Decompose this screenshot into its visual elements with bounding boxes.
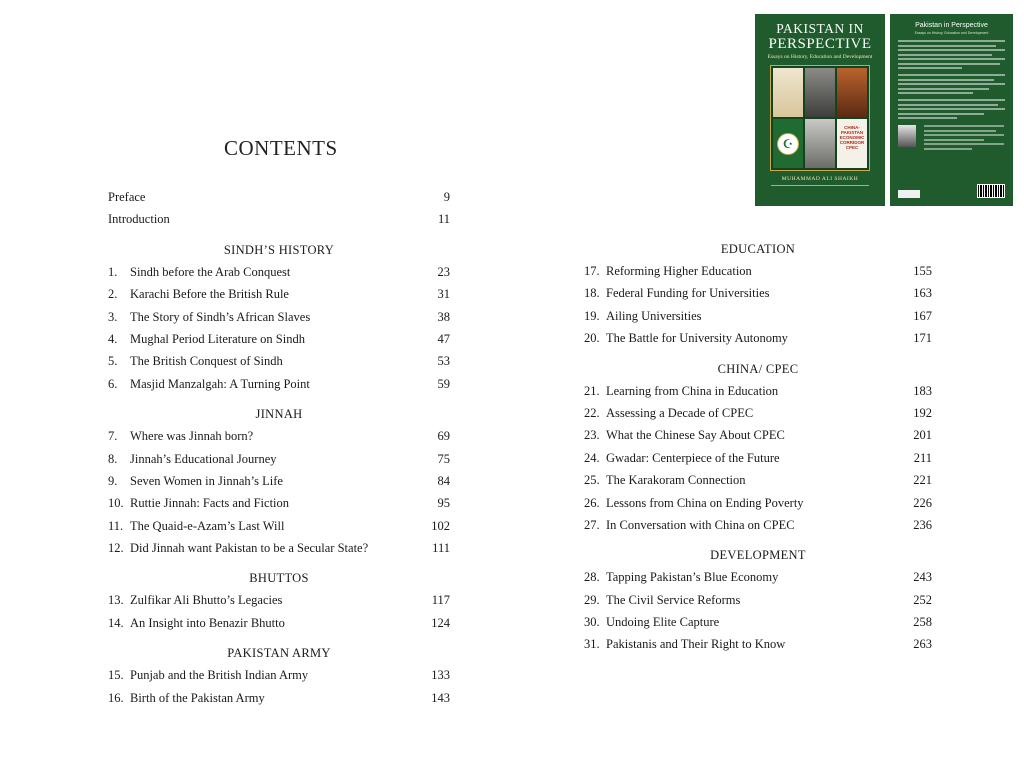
chapter-number: 29. [584, 592, 600, 607]
toc-right-column [584, 230, 932, 656]
chapter-title: The Karakoram Connection [606, 473, 746, 488]
chapter-title: Introduction [108, 212, 170, 227]
back-cover-blurb [898, 40, 1005, 119]
page-number: 75 [437, 451, 450, 466]
chapter-number: 12. [108, 541, 124, 556]
toc-entry [584, 514, 932, 536]
page-number: 171 [913, 331, 932, 346]
chapter-number: 10. [108, 496, 124, 511]
page-number: 236 [913, 517, 932, 532]
page-number: 117 [431, 593, 450, 608]
toc-entry [584, 260, 932, 282]
page-number: 69 [437, 429, 450, 444]
chapter-number: 19. [584, 308, 600, 323]
chapter-title: Where was Jinnah born? [130, 429, 254, 444]
chapter-title: Ailing Universities [606, 308, 702, 323]
page-number: 111 [432, 541, 450, 556]
chapter-title: Jinnah’s Educational Journey [130, 451, 277, 466]
toc-entry [584, 380, 932, 402]
toc-entry [108, 306, 450, 328]
toc-entry [584, 469, 932, 491]
section-heading: EDUCATION [720, 242, 796, 256]
chapter-number: 18. [584, 286, 600, 301]
chapter-number: 16. [108, 690, 124, 705]
toc-entry [584, 492, 932, 514]
cover-title-line2: PERSPECTIVE [768, 36, 872, 52]
page-number: 211 [913, 450, 932, 465]
barcode-icon [977, 184, 1005, 198]
front-matter [108, 186, 450, 231]
page-number: 59 [437, 376, 450, 391]
section-heading: DEVELOPMENT [710, 548, 806, 563]
left-sections [108, 239, 450, 709]
cover-title-line1: PAKISTAN IN [776, 21, 864, 36]
chapter-number: 5. [108, 354, 118, 369]
page-number: 258 [913, 615, 932, 630]
page-number: 263 [913, 637, 932, 652]
page-number: 102 [431, 518, 450, 533]
page-number: 192 [913, 405, 932, 420]
section-heading: BHUTTOS [249, 571, 309, 586]
cover-tile-cpec: CHINA-PAKISTAN ECONOMIC CORRIDOR CPEC [837, 119, 867, 168]
chapter-title: Pakistanis and Their Right to Know [606, 637, 786, 652]
cover-image-collage [770, 65, 870, 171]
toc-entry [584, 633, 932, 655]
cover-tile-bhutto-portrait [805, 119, 835, 168]
page-number: 243 [913, 570, 932, 585]
chapter-number: 25. [584, 473, 600, 488]
chapter-title: What the Chinese Say About CPEC [606, 428, 785, 443]
toc-entry [584, 424, 932, 446]
section-heading: PAKISTAN ARMY [227, 646, 331, 661]
toc-entry [584, 282, 932, 304]
back-cover-footer [898, 186, 1005, 198]
page-number: 11 [437, 212, 450, 227]
chapter-title: Masjid Manzalgah: A Turning Point [130, 376, 310, 391]
section-heading: CHINA/ CPEC [717, 361, 799, 376]
page-number: 124 [431, 615, 450, 630]
toc-entry [108, 515, 450, 537]
cover-tile-jinnah-portrait [805, 68, 835, 117]
back-cover-title: Pakistan in Perspective [915, 22, 988, 29]
chapter-number: 1. [108, 264, 118, 279]
page-number: 9 [443, 190, 450, 204]
toc-entry [108, 261, 450, 283]
chapter-title: Birth of the Pakistan Army [130, 690, 265, 705]
chapter-title: Mughal Period Literature on Sindh [130, 331, 305, 346]
chapter-number: 2. [108, 287, 118, 302]
section-heading: JINNAH [255, 407, 303, 422]
toc-entry [584, 305, 932, 327]
cover-tile-building [837, 68, 867, 117]
chapter-number: 8. [108, 451, 118, 466]
toc-entry [584, 589, 932, 611]
toc-entry [108, 350, 450, 372]
chapter-title: Gwadar: Centerpiece of the Future [606, 450, 780, 465]
chapter-title: Punjab and the British Indian Army [130, 668, 309, 683]
back-cover-subtitle: Essays on History, Education and Development [914, 31, 989, 35]
chapter-number: 31. [584, 637, 600, 652]
page-number: 133 [431, 668, 450, 683]
page-number: 53 [437, 354, 450, 369]
back-cover-author-bio [898, 125, 1005, 152]
toc-entry [108, 589, 450, 611]
chapter-number: 28. [584, 570, 600, 585]
toc-entry [108, 664, 450, 686]
chapter-number: 15. [108, 668, 124, 683]
crescent-star-icon: ☪ [777, 133, 799, 155]
chapter-number: 23. [584, 428, 600, 443]
page-number: 23 [437, 264, 450, 279]
chapter-number: 4. [108, 331, 118, 346]
chapter-title: Tapping Pakistan’s Blue Economy [606, 570, 779, 585]
page-number: 163 [913, 286, 932, 301]
page-number: 201 [913, 428, 932, 443]
page-number: 183 [913, 383, 932, 398]
page-number: 252 [913, 592, 932, 607]
chapter-title: An Insight into Benazir Bhutto [130, 615, 285, 630]
cover-divider [771, 185, 869, 186]
chapter-number: 22. [584, 405, 600, 420]
chapter-number: 30. [584, 615, 600, 630]
chapter-number: 17. [584, 264, 600, 278]
toc-entry [108, 612, 450, 634]
page-number: 84 [437, 473, 450, 488]
page-number: 38 [437, 309, 450, 324]
chapter-title: In Conversation with China on CPEC [606, 517, 795, 532]
toc-entry [108, 448, 450, 470]
toc-entry [108, 373, 450, 395]
toc-entry [584, 402, 932, 424]
chapter-title: Assessing a Decade of CPEC [606, 405, 754, 420]
chapter-number: 20. [584, 331, 600, 346]
toc-entry [108, 328, 450, 350]
toc-entry [108, 208, 450, 230]
chapter-number: 26. [584, 495, 600, 510]
chapter-title: The British Conquest of Sindh [130, 354, 283, 369]
chapter-title: Seven Women in Jinnah’s Life [130, 473, 283, 488]
cover-subtitle: Essays on History, Education and Development [767, 54, 873, 60]
chapter-number: 21. [584, 383, 600, 398]
page-number: 47 [437, 331, 450, 346]
chapter-title: Did Jinnah want Pakistan to be a Secular State? [130, 541, 369, 556]
toc-entry [584, 447, 932, 469]
toc-entry [108, 283, 450, 305]
cover-author: MUHAMMAD ALI SHAIKH [781, 176, 859, 182]
chapter-title: Federal Funding for Universities [606, 286, 770, 301]
chapter-title: The Quaid-e-Azam’s Last Will [130, 518, 285, 533]
page-number: 221 [913, 473, 932, 488]
toc-entry [108, 470, 450, 492]
chapter-number: 6. [108, 376, 118, 391]
page-number: 31 [437, 287, 450, 302]
cover-tile-army-emblem [773, 119, 803, 168]
chapter-title: Undoing Elite Capture [606, 615, 720, 630]
chapter-title: The Story of Sindh’s African Slaves [130, 309, 311, 324]
contents-heading: CONTENTS [224, 136, 338, 160]
chapter-title: Ruttie Jinnah: Facts and Fiction [130, 496, 290, 511]
toc-entry [108, 687, 450, 709]
chapter-title: Reforming Higher Education [606, 264, 752, 278]
toc-entry [108, 492, 450, 514]
toc-entry [584, 611, 932, 633]
page-number: 95 [437, 496, 450, 511]
cover-tile-historic-figures [773, 68, 803, 117]
chapter-title: Preface [108, 190, 146, 204]
page-number: 155 [913, 264, 932, 278]
author-photo [898, 125, 916, 147]
book-front-cover [755, 14, 885, 206]
toc-entry [108, 425, 450, 447]
toc-entry [584, 566, 932, 588]
chapter-title: Zulfikar Ali Bhutto’s Legacies [130, 593, 283, 608]
toc-entry [108, 537, 450, 559]
chapter-number: 13. [108, 593, 124, 608]
page-number: 167 [913, 308, 932, 323]
toc-left-column [108, 186, 450, 709]
chapter-number: 9. [108, 473, 118, 488]
toc-entry [584, 327, 932, 349]
chapter-number: 27. [584, 517, 600, 532]
chapter-title: The Battle for University Autonomy [606, 331, 788, 346]
chapter-title: Karachi Before the British Rule [130, 287, 289, 302]
toc-entry [108, 186, 450, 208]
chapter-title: The Civil Service Reforms [606, 592, 741, 607]
section-heading: SINDH’S HISTORY [223, 242, 335, 257]
chapter-number: 11. [108, 518, 124, 533]
book-back-cover [890, 14, 1013, 206]
chapter-number: 14. [108, 615, 124, 630]
publisher-logo [898, 190, 920, 198]
chapter-number: 24. [584, 450, 600, 465]
chapter-number: 3. [108, 309, 118, 324]
chapter-number: 7. [108, 429, 118, 444]
chapter-title: Lessons from China on Ending Poverty [606, 495, 804, 510]
chapter-title: Learning from China in Education [606, 383, 779, 398]
page-number: 143 [431, 690, 450, 705]
page-number: 226 [913, 495, 932, 510]
chapter-title: Sindh before the Arab Conquest [130, 264, 291, 279]
